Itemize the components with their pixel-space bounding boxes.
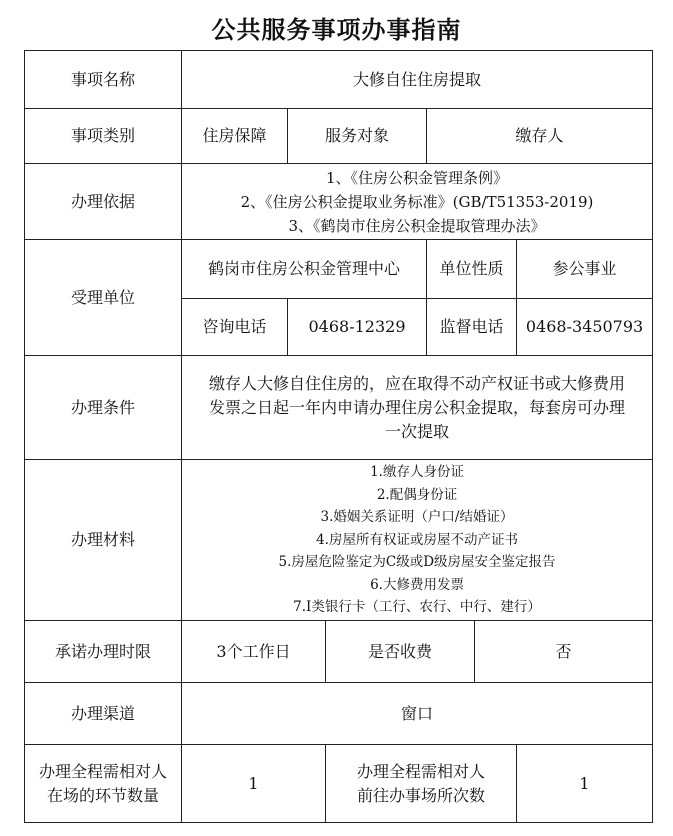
- target-value: 缴存人: [427, 109, 653, 164]
- row-time-limit: [25, 621, 653, 683]
- row-presence: [25, 745, 653, 823]
- supervise-phone-label: 监督电话: [427, 299, 517, 356]
- service-guide-table: [24, 50, 653, 823]
- material-item: 2.配偶身份证: [376, 486, 458, 503]
- unit-name: 鹤岗市住房公积金管理中心: [182, 240, 427, 299]
- supervise-phone-value: 0468-3450793: [517, 299, 653, 356]
- row-item-type: [25, 109, 653, 164]
- presence-value: 1: [182, 745, 326, 823]
- item-name-value: 大修自住住房提取: [182, 51, 653, 109]
- unit-label: 受理单位: [25, 240, 182, 356]
- channel-label: 办理渠道: [25, 683, 182, 745]
- item-type-value: 住房保障: [182, 109, 288, 164]
- basis-item: 2、《住房公积金提取业务标准》(GB/T51353-2019): [240, 192, 594, 211]
- basis-item: 3、《鹤岗市住房公积金提取管理办法》: [288, 216, 546, 235]
- visit-label-line: 办理全程需相对人: [356, 761, 485, 781]
- presence-label-line: 在场的环节数量: [46, 785, 159, 805]
- row-basis: [25, 164, 653, 240]
- visit-value: 1: [517, 745, 653, 823]
- row-item-name: [25, 51, 653, 109]
- conditions-text: [182, 356, 653, 460]
- materials-label: 办理材料: [25, 460, 182, 621]
- basis-item: 1、《住房公积金管理条例》: [326, 168, 509, 187]
- row-channel: [25, 683, 653, 745]
- consult-phone-value: 0468-12329: [288, 299, 427, 356]
- condition-line: 发票之日起一年内申请办理住房公积金提取，每套房可办理: [209, 397, 626, 417]
- target-label: 服务对象: [288, 109, 427, 164]
- item-name-label: 事项名称: [25, 51, 182, 109]
- page-title: 公共服务事项办事指南: [211, 16, 462, 44]
- condition-line: 一次提取: [385, 421, 450, 441]
- fee-label: 是否收费: [326, 621, 475, 683]
- row-conditions: [25, 356, 653, 460]
- visit-label-line: 前往办事场所次数: [356, 785, 485, 805]
- basis-label: 办理依据: [25, 164, 182, 240]
- material-item: 4.房屋所有权证或房屋不动产证书: [316, 531, 518, 548]
- material-item: 5.房屋危险鉴定为C级或D级房屋安全鉴定报告: [278, 554, 556, 571]
- presence-label: [25, 745, 182, 823]
- material-item: 6.大修费用发票: [370, 576, 464, 593]
- time-limit-label: 承诺办理时限: [25, 621, 182, 683]
- basis-list: [182, 164, 653, 240]
- row-unit-1: [25, 240, 653, 299]
- consult-phone-label: 咨询电话: [182, 299, 288, 356]
- material-item: 1.缴存人身份证: [370, 464, 464, 481]
- channel-value: 窗口: [182, 683, 653, 745]
- material-item: 3.婚姻关系证明（户口/结婚证）: [320, 509, 514, 526]
- presence-label-line: 办理全程需相对人: [38, 761, 167, 781]
- item-type-label: 事项类别: [25, 109, 182, 164]
- material-item: 7.I类银行卡（工行、农行、中行、建行）: [293, 599, 541, 616]
- condition-line: 缴存人大修自住住房的，应在取得不动产权证书或大修费用: [209, 373, 626, 393]
- unit-nature-value: 参公事业: [517, 240, 653, 299]
- conditions-label: 办理条件: [25, 356, 182, 460]
- fee-value: 否: [475, 621, 653, 683]
- visit-label: [326, 745, 517, 823]
- row-materials: [25, 460, 653, 621]
- time-limit-value: 3个工作日: [182, 621, 326, 683]
- materials-list: [182, 460, 653, 621]
- unit-nature-label: 单位性质: [427, 240, 517, 299]
